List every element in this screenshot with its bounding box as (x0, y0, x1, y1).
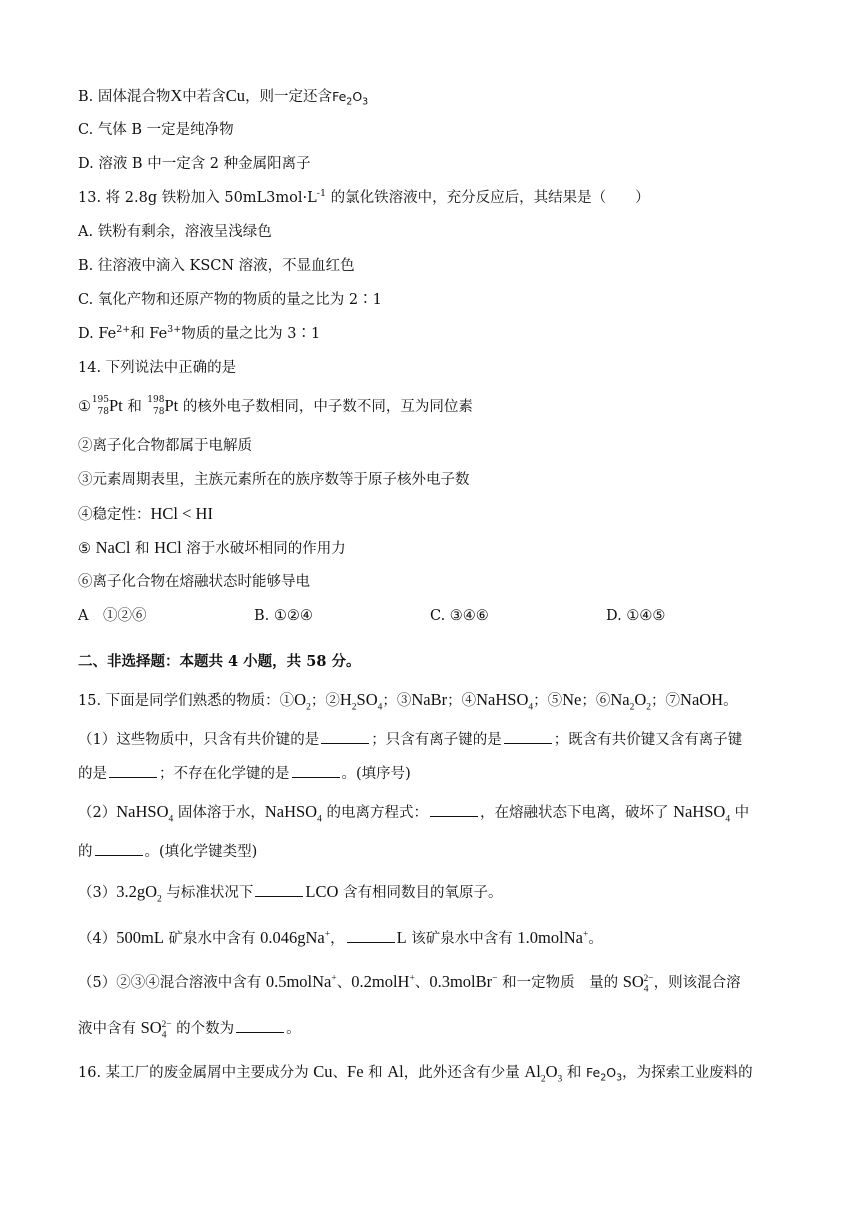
text: ；⑤ (533, 693, 563, 709)
formula: L (396, 928, 407, 947)
formula: Al (387, 1062, 404, 1081)
text: 的核外电子数相同，中子数不同，互为同位素 (178, 399, 473, 415)
formula: Cu (225, 86, 246, 105)
text: 中若含 (182, 89, 226, 105)
q15-stem (78, 690, 738, 711)
formula (524, 1062, 563, 1085)
text: 和 Fe (130, 326, 168, 342)
text: O (634, 690, 647, 709)
text: NaHSO (476, 690, 529, 709)
q15-part1-line2 (78, 764, 411, 784)
atomic-number: 78 (97, 407, 109, 417)
sub: 4 (643, 984, 649, 995)
formula: NaOH (680, 690, 724, 709)
text: 的是 (78, 766, 107, 782)
formula: Ne (562, 690, 582, 709)
text: 的电离方程式： (321, 805, 428, 821)
nuclide-notation (146, 397, 164, 417)
text: SO (140, 1018, 162, 1037)
formula (339, 690, 383, 713)
text: 16. 某工厂的废金属屑中主要成分为 (78, 1065, 314, 1081)
text: ；⑦ (651, 693, 681, 709)
sub: 4 (725, 814, 731, 825)
text: 。(填序号) (341, 766, 411, 782)
text: （1）这些物质中，只含有共价键的是 (78, 732, 320, 748)
section-heading: 二、非选择题：本题共 4 小题，共 58 分。 (78, 653, 361, 670)
text: ⑤ (78, 541, 96, 557)
text: Na (610, 690, 630, 709)
text: 15. 下面是同学们熟悉的物质：① (78, 693, 295, 709)
q16-stem (78, 1062, 753, 1083)
text: 和 (122, 399, 147, 415)
q13-stem (78, 188, 650, 208)
text: 。(填化学键类型) (144, 844, 258, 860)
formula (610, 690, 652, 713)
text: ；不存在化学键的是 (159, 766, 290, 782)
formula (673, 802, 731, 825)
answer-blank[interactable] (292, 765, 340, 778)
q15-part1-line1 (78, 730, 742, 750)
q14-statement-6: ⑥离子化合物在熔融状态时能够导电 (78, 574, 310, 590)
formula: NaCl (95, 538, 131, 557)
q15-part5-line2 (78, 1018, 301, 1039)
sub: 3 (557, 1074, 563, 1085)
answer-blank[interactable] (255, 884, 303, 897)
formula (517, 928, 588, 947)
sub: 3 (616, 1072, 623, 1084)
option-c: C. ③④⑥ (430, 608, 489, 624)
formula (476, 690, 534, 713)
sub: 2 (646, 702, 652, 713)
element: Pt (109, 396, 123, 415)
text: 0.046gNa (260, 928, 325, 947)
text: ，此外还含有少量 (403, 1065, 525, 1081)
text: 、 (336, 975, 352, 991)
text: ；只含有离子键的是 (371, 732, 502, 748)
sub: 2 (540, 1074, 546, 1085)
sub: 2 (629, 702, 635, 713)
mass-number: 195 (91, 395, 109, 405)
text: Fe (332, 89, 347, 104)
formula: HCl < HI (150, 504, 213, 523)
sup: + (409, 973, 415, 984)
formula: 500mL (116, 928, 164, 947)
formula: LCO (305, 882, 339, 901)
q12-option-c: C. 气体 B 一定是纯净物 (78, 122, 234, 138)
text: ① (78, 399, 91, 415)
text: ；④ (447, 693, 477, 709)
q13-option-c: C. 氧化产物和还原产物的物质的量之比为 2∶1 (78, 292, 382, 308)
formula (116, 802, 174, 825)
q15-part4 (78, 928, 603, 949)
q15-part2-line2 (78, 842, 257, 862)
answer-blank[interactable] (236, 1020, 284, 1033)
sup: + (324, 929, 331, 940)
text: SO (356, 690, 378, 709)
text: 。 (588, 931, 603, 947)
sup: 2+ (116, 324, 131, 336)
text: 和 (562, 1065, 587, 1081)
nuclide-notation (91, 397, 109, 417)
sub: 2 (306, 702, 311, 713)
q15-part5-line1 (78, 972, 741, 993)
text: ，为探索工业废料的 (622, 1065, 753, 1081)
q12-option-b (78, 86, 368, 107)
sub: 2 (346, 96, 353, 108)
q14-statement-3: ③元素周期表里，主族元素所在的族序数等于原子核外电子数 (78, 472, 470, 488)
text: 和 (363, 1065, 388, 1081)
atomic-number: 78 (153, 407, 165, 417)
text: ，则该混合溶 (653, 975, 741, 991)
sub: 3 (362, 96, 369, 108)
sub: 2 (600, 1072, 607, 1084)
q13-option-d (78, 324, 320, 344)
sub: 4 (317, 814, 322, 825)
formula (586, 1065, 623, 1084)
text: O (294, 690, 307, 709)
answer-blank[interactable] (109, 765, 157, 778)
option-d: D. ①④⑤ (606, 608, 666, 624)
sup: -1 (316, 188, 327, 200)
text: 。 (723, 693, 738, 709)
text: O (352, 89, 363, 104)
formula: HCl (154, 538, 182, 557)
sup: − (492, 973, 498, 984)
text: ；② (310, 693, 340, 709)
sup: 2− (161, 1019, 172, 1030)
q12-option-d: D. 溶液 B 中一定含 2 种金属阳离子 (78, 156, 311, 172)
answer-blank[interactable] (504, 731, 552, 744)
text: ，则一定还含 (245, 89, 333, 105)
text: 和 (130, 541, 155, 557)
formula (140, 1018, 172, 1041)
q15-part2-line1 (78, 802, 749, 823)
text: 固体溶于水， (173, 805, 265, 821)
text: 13. 将 2.8g 铁粉加入 50mL3mol·L (78, 190, 317, 206)
q14-stem: 14. 下列说法中正确的是 (78, 360, 237, 376)
text: 溶于水破坏相同的作用力 (181, 541, 346, 557)
answer-blank[interactable] (321, 731, 369, 744)
text: 液中含有 (78, 1021, 141, 1037)
formula (264, 802, 322, 825)
formula: X (170, 86, 183, 105)
q15-part3 (78, 882, 503, 903)
text: Fe (586, 1065, 601, 1080)
text: （3） (78, 885, 117, 901)
sup: 3+ (167, 324, 182, 336)
formula (351, 972, 415, 991)
sub: 4 (377, 702, 383, 713)
text: ；③ (382, 693, 412, 709)
text: NaHSO (673, 802, 726, 821)
text: NaHSO (264, 802, 318, 821)
element: Pt (164, 396, 179, 415)
q14-statement-5 (78, 538, 346, 559)
text: ；既含有共价键又含有离子键 (553, 732, 743, 748)
text: B. 固体混合物 (78, 89, 171, 105)
text: 0.3molBr (429, 972, 493, 991)
sup: + (331, 973, 337, 984)
text: 3.2gO (116, 882, 158, 901)
formula (116, 882, 162, 905)
text: 中 (730, 805, 750, 821)
formula (429, 972, 497, 991)
text: ，在熔融状态下电离，破坏了 (479, 805, 674, 821)
option-a: A ①②⑥ (78, 608, 147, 624)
text: ；⑥ (581, 693, 611, 709)
sub: 4 (528, 702, 534, 713)
text: SO (622, 972, 644, 991)
q14-statement-1 (78, 396, 473, 417)
answer-blank[interactable] (95, 843, 143, 856)
text: D. Fe (78, 326, 117, 342)
text: 该矿泉水中含有 (406, 931, 518, 947)
text: 0.2molH (351, 972, 410, 991)
text: （5）②③④混合溶液中含有 (78, 975, 266, 991)
sub: 2 (157, 894, 162, 905)
formula (266, 972, 337, 991)
text: H (339, 690, 352, 709)
fe2o3-formula (332, 89, 369, 108)
mass-number: 198 (147, 395, 165, 405)
q14-options (78, 606, 782, 626)
q13-option-a: A. 铁粉有剩余，溶液呈浅绿色 (78, 224, 272, 240)
text: 与标准状况下 (161, 885, 254, 901)
text: 1.0molNa (517, 928, 583, 947)
q14-statement-4 (78, 504, 213, 525)
sub: 4 (161, 1030, 167, 1041)
text: 、 (414, 975, 430, 991)
formula (260, 928, 330, 947)
q14-statement-2: ②离子化合物都属于电解质 (78, 438, 252, 454)
answer-blank[interactable] (430, 804, 478, 817)
formula (294, 690, 311, 713)
text: 0.5molNa (265, 972, 332, 991)
formula: Fe (347, 1062, 364, 1081)
text: 含有相同数目的氧原子。 (338, 885, 503, 901)
text: 矿泉水中含有 (163, 931, 261, 947)
sup: + (582, 929, 589, 940)
text: NaHSO (116, 802, 169, 821)
option-b: B. ①②④ (254, 608, 313, 624)
text: 、 (332, 1065, 348, 1081)
sub: 2 (351, 702, 357, 713)
text: （2） (78, 805, 117, 821)
text: 物质的量之比为 3∶1 (181, 326, 321, 342)
q13-option-b: B. 往溶液中滴入 KSCN 溶液，不显血红色 (78, 258, 355, 274)
text: 的氯化铁溶液中，充分反应后，其结果是（ ） (326, 190, 650, 206)
formula: Cu (313, 1062, 333, 1081)
text: （4） (78, 931, 117, 947)
formula: NaBr (411, 690, 448, 709)
text: Al (524, 1062, 541, 1081)
formula (622, 972, 654, 995)
text: 的个数为 (171, 1021, 235, 1037)
text: ， (330, 931, 345, 947)
text: O (606, 1065, 617, 1080)
text: 的 (78, 844, 93, 860)
text: O (545, 1062, 558, 1081)
sup: 2− (643, 973, 654, 984)
text: ④稳定性： (78, 507, 151, 523)
text: 。 (286, 1021, 301, 1037)
text: 和一定物质 量的 (497, 975, 623, 991)
sub: 4 (168, 814, 174, 825)
answer-blank[interactable] (347, 930, 395, 943)
